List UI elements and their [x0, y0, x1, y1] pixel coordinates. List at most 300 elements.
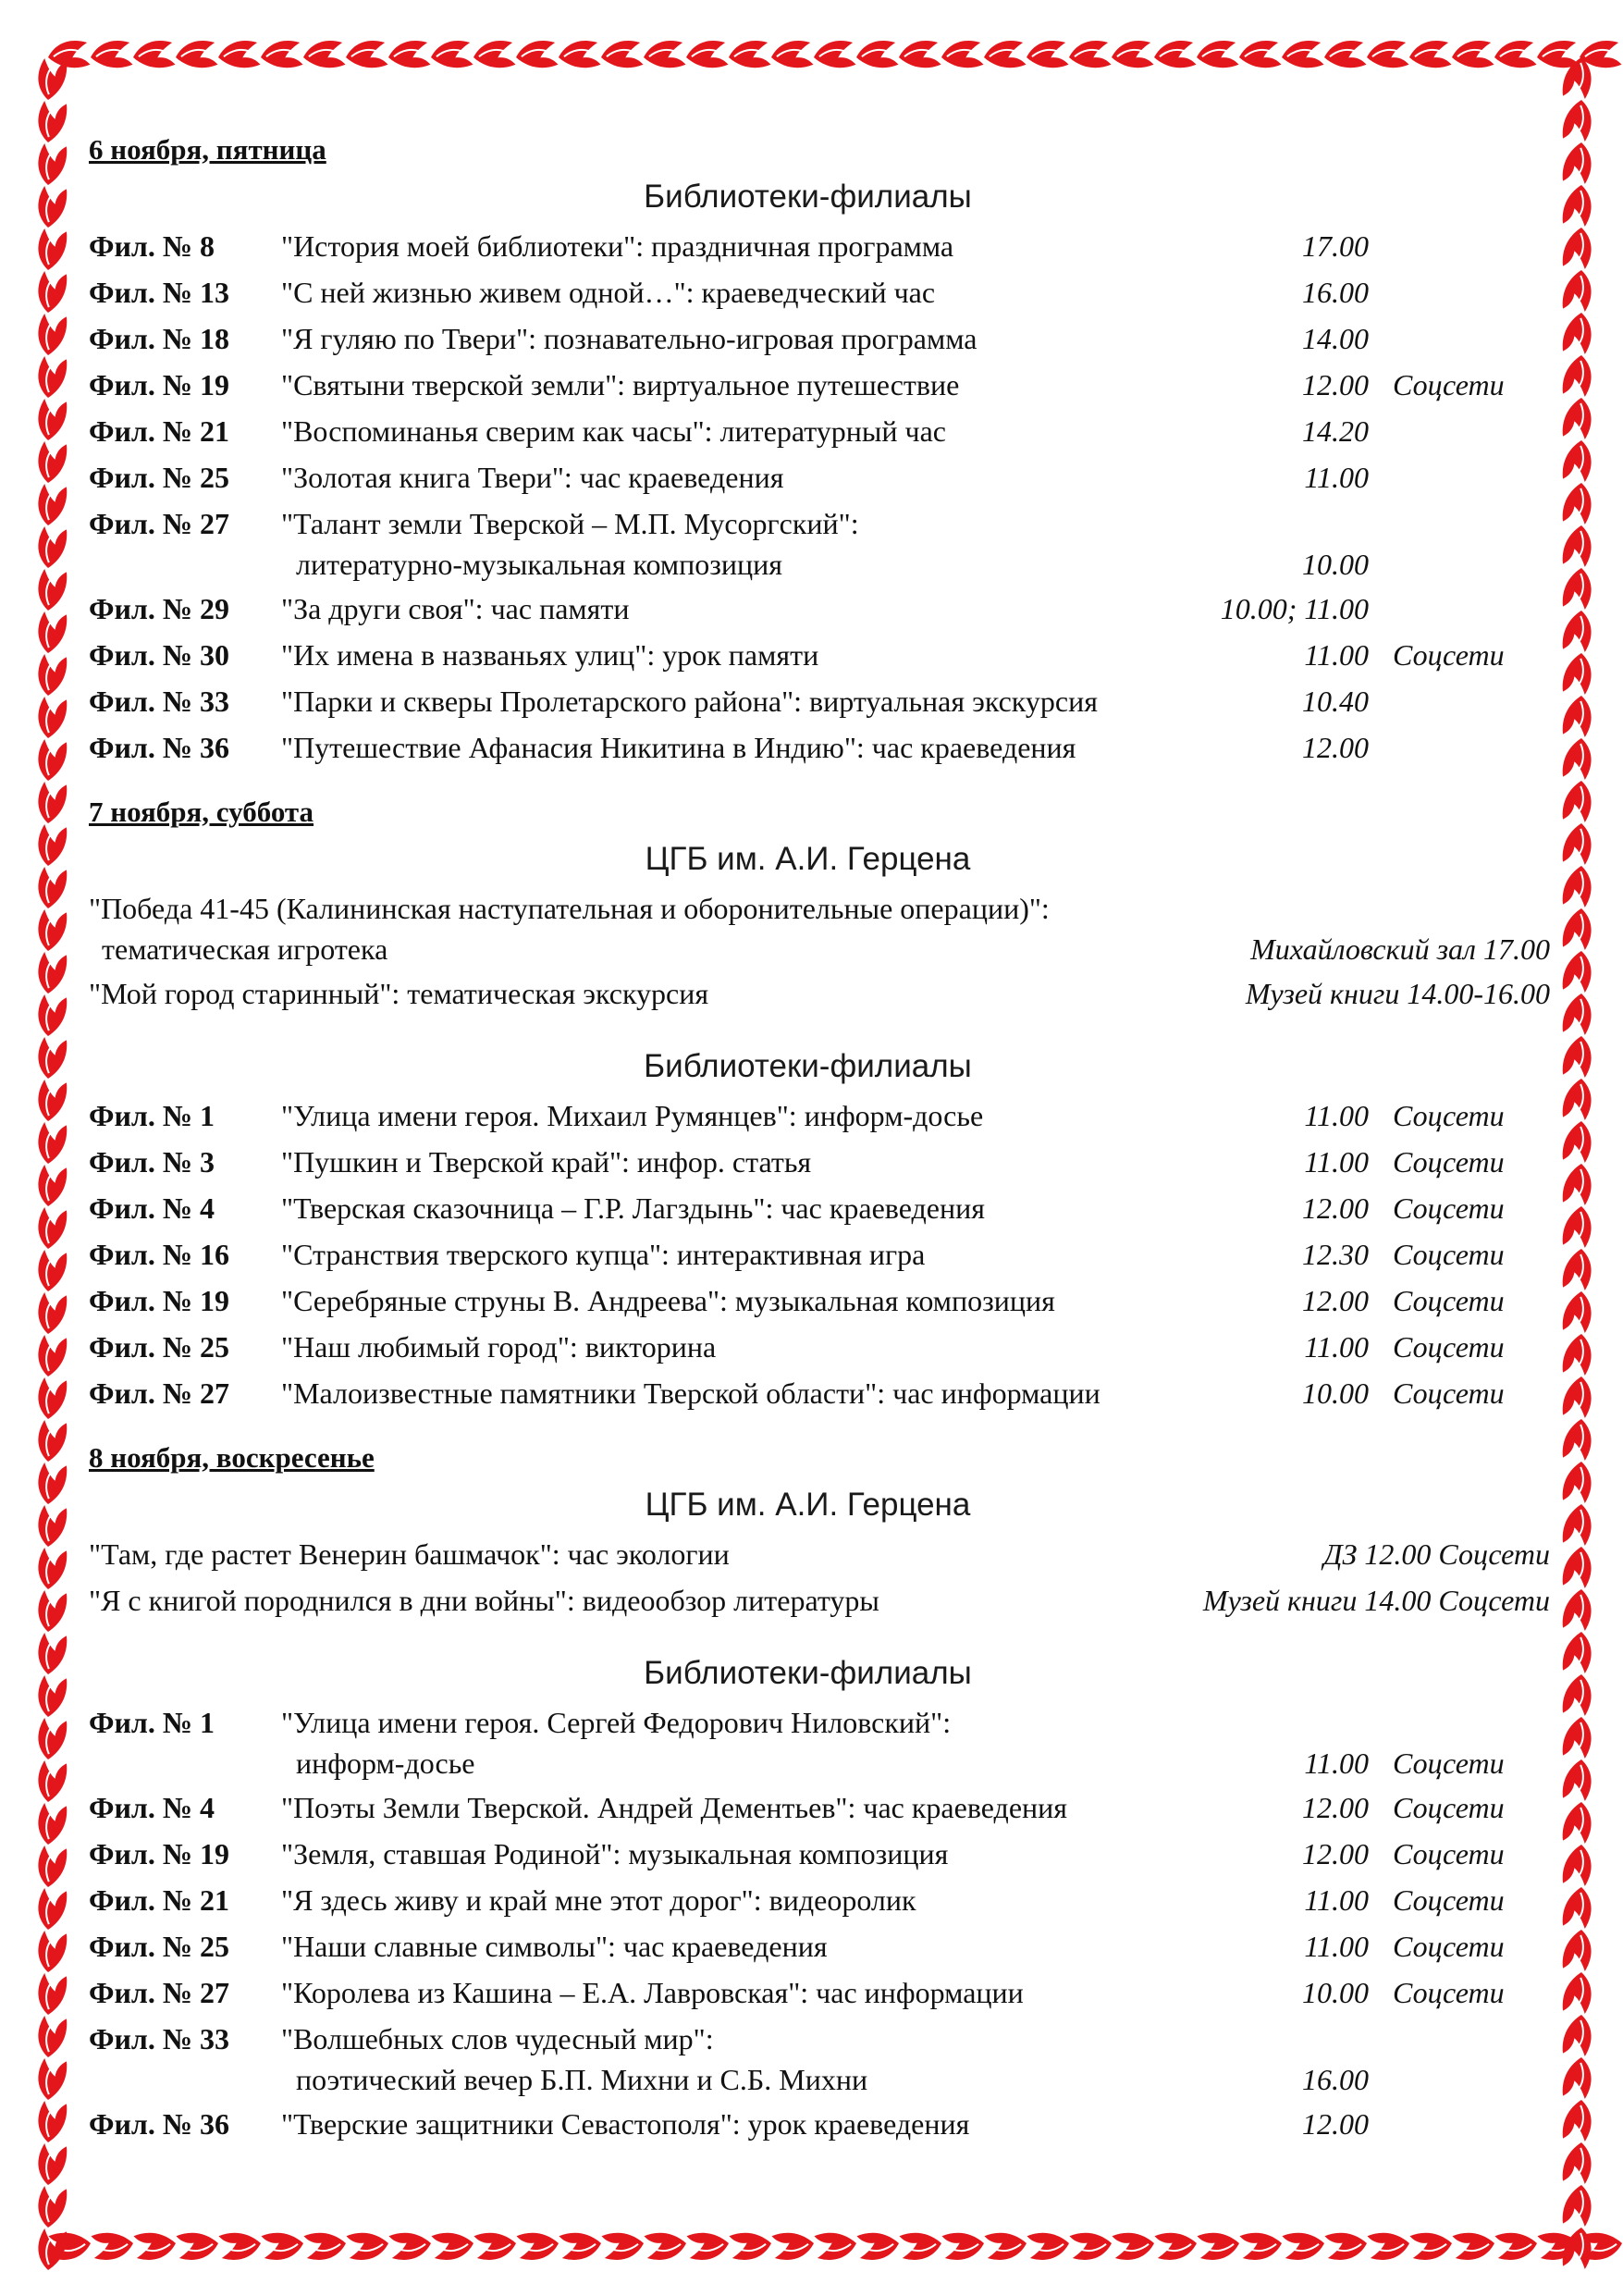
border-leaf-172 [35, 2142, 68, 2187]
border-leaf-35 [771, 2229, 816, 2262]
event-time: 12.00 [1302, 368, 1369, 401]
border-leaf-38 [855, 39, 899, 71]
border-leaf-14 [344, 39, 388, 71]
border-leaf-129 [1562, 1204, 1594, 1249]
event-title-line: "Путешествие Афанасия Никитина в Индию": час краеведения [281, 731, 1076, 764]
border-leaf-12 [301, 39, 346, 71]
border-leaf-84 [35, 270, 68, 315]
branch-code: Фил. № 30 [89, 638, 230, 672]
event-location-tag: Соцсети [1393, 638, 1505, 672]
event-title [281, 1926, 1280, 1967]
border-leaf-79 [1562, 141, 1594, 185]
border-leaf-160 [35, 1887, 68, 1932]
border-leaf-140 [35, 1462, 68, 1506]
event-location-tag: Соцсети [1393, 1376, 1505, 1410]
border-leaf-154 [35, 1759, 68, 1804]
border-leaf-119 [1562, 992, 1594, 1036]
event-title [281, 1188, 1280, 1228]
event-location-tag: Соцсети [1393, 1330, 1505, 1364]
border-leaf-88 [35, 355, 68, 400]
border-leaf-21 [473, 2229, 518, 2262]
border-leaf-97 [1562, 524, 1594, 568]
event-title [89, 1534, 1199, 1574]
border-leaf-78 [35, 142, 68, 187]
event-row [89, 2018, 1550, 2104]
border-leaf-74 [35, 57, 68, 102]
event-time: 17.00 [1302, 229, 1369, 263]
border-leaf-128 [35, 1206, 68, 1251]
day-header: 8 ноября, воскресенье [89, 1441, 375, 1474]
border-leaf-135 [1562, 1332, 1594, 1376]
event-time: 11.00 [1304, 461, 1369, 494]
border-leaf-51 [1112, 2229, 1156, 2262]
event-time: 10.00 [1302, 548, 1369, 581]
border-leaf-130 [35, 1249, 68, 1293]
border-leaf-52 [1152, 39, 1197, 71]
event-title [281, 1880, 1280, 1920]
border-leaf-17 [388, 2229, 433, 2262]
event-row [89, 364, 1550, 411]
branch-code: Фил. № 19 [89, 1284, 230, 1317]
event-row [89, 1580, 1550, 1626]
event-row [89, 318, 1550, 364]
border-leaf-163 [1562, 1928, 1594, 1972]
border-leaf-109 [1562, 779, 1594, 823]
border-leaf-57 [1239, 2229, 1284, 2262]
border-leaf-87 [1562, 311, 1594, 355]
border-leaf-145 [1562, 1545, 1594, 1589]
event-row [89, 973, 1550, 1019]
branch-code: Фил. № 36 [89, 2107, 230, 2141]
event-title [281, 1702, 1280, 1784]
border-leaf-166 [35, 2015, 68, 2059]
event-title-line: "Земля, ставшая Родиной": музыкальная композиция [281, 1837, 949, 1870]
border-leaf-122 [35, 1079, 68, 1123]
event-title [281, 1972, 1280, 2013]
event-row [89, 1280, 1550, 1327]
border-leaf-90 [35, 398, 68, 442]
event-title-line: "Волшебных слов чудесный мир": [281, 2022, 714, 2055]
border-leaf-50 [1110, 39, 1154, 71]
border-leaf-67 [1452, 2229, 1496, 2262]
border-leaf-25 [559, 2229, 603, 2262]
border-leaf-153 [1562, 1715, 1594, 1759]
event-title-line: "Серебряные струны В. Андреева": музыкальная композиция [281, 1284, 1055, 1317]
event-title-line: "Улица имени героя. Михаил Румянцев": информ-досье [281, 1099, 984, 1132]
border-leaf-68 [1493, 39, 1537, 71]
branch-code: Фил. № 33 [89, 2022, 230, 2055]
border-leaf-108 [35, 781, 68, 825]
event-row [89, 1702, 1550, 1787]
border-leaf-89 [1562, 353, 1594, 398]
event-place-time: ДЗ 12.00 Соцсети [1323, 1537, 1550, 1571]
border-leaf-44 [982, 39, 1027, 71]
border-leaf-165 [1562, 1970, 1594, 2015]
branch-code: Фил. № 27 [89, 1376, 230, 1410]
event-title [281, 1327, 1280, 1367]
border-leaf-176 [35, 2228, 68, 2272]
event-title-line: "Тверские защитники Севастополя": урок краеведения [281, 2107, 970, 2141]
event-row [89, 1373, 1550, 1419]
border-leaf-157 [1562, 1800, 1594, 1845]
border-leaf-13 [303, 2229, 348, 2262]
event-title-line: тематическая игротека [102, 932, 388, 966]
event-row [89, 588, 1550, 635]
event-title-line: "Там, где растет Венерин башмачок": час экологии [89, 1537, 730, 1571]
branch-code: Фил. № 1 [89, 1706, 215, 1739]
event-location-tag: Соцсети [1393, 1747, 1505, 1780]
event-time: 12.00 [1302, 1837, 1369, 1870]
branch-code: Фил. № 36 [89, 731, 230, 764]
border-leaf-43 [941, 2229, 986, 2262]
border-leaf-18 [429, 39, 473, 71]
event-time: 11.00 [1304, 638, 1369, 672]
border-leaf-98 [35, 568, 68, 612]
branch-code: Фил. № 27 [89, 1976, 230, 2009]
branch-code: Фил. № 25 [89, 461, 230, 494]
event-row [89, 1234, 1550, 1280]
event-title-line: "Улица имени героя. Сергей Федорович Ниловский": [281, 1706, 952, 1739]
border-leaf-22 [514, 39, 559, 71]
event-title-line: "Золотая книга Твери": час краеведения [281, 461, 784, 494]
branch-code: Фил. № 25 [89, 1930, 230, 1963]
border-leaf-49 [1069, 2229, 1113, 2262]
border-leaf-65 [1409, 2229, 1454, 2262]
border-leaf-54 [1195, 39, 1239, 71]
event-time: 11.00 [1304, 1330, 1369, 1364]
border-leaf-61 [1324, 2229, 1369, 2262]
border-leaf-27 [601, 2229, 646, 2262]
branch-code: Фил. № 19 [89, 368, 230, 401]
border-leaf-116 [35, 951, 68, 995]
section-title: ЦГБ им. А.И. Герцена [645, 841, 971, 877]
event-location-tag: Соцсети [1393, 368, 1505, 401]
event-time: 11.00 [1304, 1930, 1369, 1963]
border-leaf-136 [35, 1376, 68, 1421]
border-leaf-66 [1450, 39, 1494, 71]
border-leaf-168 [35, 2057, 68, 2102]
border-leaf-26 [599, 39, 644, 71]
event-row [89, 1095, 1550, 1142]
event-row [89, 1972, 1550, 2018]
event-time: 10.00 [1302, 1376, 1369, 1410]
branch-code: Фил. № 16 [89, 1238, 230, 1271]
border-leaf-150 [35, 1674, 68, 1719]
border-leaf-53 [1154, 2229, 1199, 2262]
border-leaf-147 [1562, 1587, 1594, 1632]
border-leaf-99 [1562, 566, 1594, 611]
border-leaf-164 [35, 1972, 68, 2017]
event-place-time: Музей книги 14.00-16.00 [1245, 977, 1550, 1010]
border-leaf-56 [1237, 39, 1282, 71]
event-time: 11.00 [1304, 1747, 1369, 1780]
event-title-line: "Странствия тверского купца": интерактивная игра [281, 1238, 926, 1271]
event-time: 11.00 [1304, 1883, 1369, 1917]
border-leaf-146 [35, 1589, 68, 1634]
branch-code: Фил. № 27 [89, 507, 230, 540]
event-row [89, 411, 1550, 457]
border-leaf-169 [1562, 2055, 1594, 2100]
border-leaf-161 [1562, 1885, 1594, 1930]
border-leaf-69 [1494, 2229, 1539, 2262]
border-leaf-121 [1562, 1034, 1594, 1079]
event-time: 16.00 [1302, 276, 1369, 309]
border-leaf-132 [35, 1291, 68, 1336]
event-row [89, 888, 1550, 973]
border-leaf-42 [940, 39, 984, 71]
border-leaf-131 [1562, 1247, 1594, 1291]
event-row [89, 1833, 1550, 1880]
border-leaf-143 [1562, 1502, 1594, 1547]
event-row [89, 1188, 1550, 1234]
border-leaf-139 [1562, 1417, 1594, 1462]
border-leaf-110 [35, 823, 68, 868]
event-title [281, 1234, 1280, 1275]
event-title-line: "Святыни тверской земли": виртуальное путешествие [281, 368, 960, 401]
event-title-line: "Я гуляю по Твери": познавательно-игровая программа [281, 322, 977, 355]
event-row [89, 2104, 1550, 2150]
border-leaf-9 [218, 2229, 263, 2262]
branch-code: Фил. № 29 [89, 592, 230, 625]
event-row [89, 457, 1550, 503]
border-leaf-8 [216, 39, 261, 71]
event-title [281, 681, 1280, 722]
event-title [89, 888, 1199, 969]
border-leaf-39 [856, 2229, 901, 2262]
border-leaf-173 [1562, 2141, 1594, 2185]
border-leaf-167 [1562, 2013, 1594, 2057]
border-leaf-7 [176, 2229, 220, 2262]
border-leaf-159 [1562, 1843, 1594, 1887]
border-leaf-175 [1562, 2183, 1594, 2228]
border-leaf-120 [35, 1036, 68, 1080]
event-title [281, 1373, 1280, 1413]
event-title [281, 2018, 1280, 2100]
branch-code: Фил. № 18 [89, 322, 230, 355]
border-leaf-113 [1562, 864, 1594, 908]
event-time: 14.20 [1302, 414, 1369, 448]
branch-code: Фил. № 13 [89, 276, 230, 309]
day-header: 6 ноября, пятница [89, 133, 326, 166]
border-leaf-92 [35, 440, 68, 485]
border-leaf-62 [1365, 39, 1409, 71]
border-leaf-148 [35, 1632, 68, 1676]
border-leaf-63 [1367, 2229, 1411, 2262]
branch-code: Фил. № 1 [89, 1099, 215, 1132]
border-leaf-126 [35, 1164, 68, 1208]
border-leaf-152 [35, 1717, 68, 1761]
event-title [281, 457, 1280, 498]
border-leaf-28 [642, 39, 686, 71]
border-leaf-95 [1562, 481, 1594, 525]
event-title-line: литературно-музыкальная композиция [296, 548, 782, 581]
event-title [281, 364, 1280, 405]
event-title [281, 318, 1280, 359]
border-leaf-115 [1562, 907, 1594, 951]
border-leaf-144 [35, 1547, 68, 1591]
branch-code: Фил. № 21 [89, 414, 230, 448]
event-title-line: информ-досье [296, 1747, 475, 1780]
event-time: 10.00 [1302, 1976, 1369, 2009]
event-title-line: "История моей библиотеки": праздничная программа [281, 229, 954, 263]
border-leaf-149 [1562, 1630, 1594, 1674]
event-title [89, 1580, 1199, 1621]
border-leaf-2 [89, 39, 133, 71]
event-location-tag: Соцсети [1393, 1099, 1505, 1132]
event-row [89, 1142, 1550, 1188]
border-leaf-155 [1562, 1758, 1594, 1802]
border-leaf-162 [35, 1930, 68, 1974]
border-leaf-29 [644, 2229, 688, 2262]
border-leaf-93 [1562, 438, 1594, 483]
branch-code: Фил. № 3 [89, 1145, 215, 1179]
branch-code: Фил. № 4 [89, 1191, 215, 1225]
event-location-tag: Соцсети [1393, 1930, 1505, 1963]
border-leaf-125 [1562, 1119, 1594, 1164]
day-header: 7 ноября, суббота [89, 796, 314, 828]
border-leaf-34 [769, 39, 814, 71]
event-time: 12.00 [1302, 731, 1369, 764]
border-leaf-138 [35, 1419, 68, 1463]
event-title [281, 1833, 1280, 1874]
border-leaf-177 [1562, 2226, 1594, 2270]
border-leaf-96 [35, 525, 68, 570]
border-leaf-48 [1067, 39, 1112, 71]
section-title: Библиотеки-филиалы [644, 1655, 972, 1691]
event-time: 12.00 [1302, 1284, 1369, 1317]
event-location-tag: Соцсети [1393, 1837, 1505, 1870]
event-title-line: поэтический вечер Б.П. Михни и С.Б. Михни [296, 2063, 868, 2096]
branch-code: Фил. № 25 [89, 1330, 230, 1364]
event-title [281, 1787, 1280, 1828]
branch-code: Фил. № 19 [89, 1837, 230, 1870]
border-leaf-64 [1408, 39, 1452, 71]
border-leaf-85 [1562, 268, 1594, 313]
border-leaf-11 [261, 2229, 305, 2262]
border-leaf-55 [1197, 2229, 1241, 2262]
border-leaf-46 [1025, 39, 1069, 71]
border-leaf-158 [35, 1845, 68, 1889]
border-leaf-170 [35, 2100, 68, 2144]
border-leaf-4 [131, 39, 176, 71]
border-leaf-77 [1562, 98, 1594, 142]
border-leaf-174 [35, 2185, 68, 2229]
event-title [281, 1095, 1280, 1136]
border-leaf-41 [899, 2229, 943, 2262]
event-title-line: "Наши славные символы": час краеведения [281, 1930, 828, 1963]
event-time: 16.00 [1302, 2063, 1369, 2096]
event-title-line: "Королева из Кашина – Е.А. Лавровская": час информации [281, 1976, 1024, 2009]
border-leaf-171 [1562, 2098, 1594, 2142]
border-leaf-127 [1562, 1162, 1594, 1206]
event-title-line: "С ней жизнью живем одной…": краеведческий час [281, 276, 936, 309]
border-leaf-103 [1562, 651, 1594, 696]
border-leaf-6 [174, 39, 218, 71]
event-title [281, 727, 1280, 768]
event-title-line: "Пушкин и Тверской край": инфор. статья [281, 1145, 812, 1179]
section-title: Библиотеки-филиалы [644, 179, 972, 215]
border-leaf-20 [472, 39, 516, 71]
border-leaf-118 [35, 994, 68, 1038]
border-leaf-3 [91, 2229, 135, 2262]
event-title [281, 1142, 1280, 1182]
border-leaf-45 [984, 2229, 1028, 2262]
border-leaf-47 [1027, 2229, 1071, 2262]
event-time: 10.00; 11.00 [1220, 592, 1369, 625]
border-leaf-58 [1280, 39, 1324, 71]
event-row [89, 226, 1550, 272]
branch-code: Фил. № 33 [89, 685, 230, 718]
border-leaf-101 [1562, 609, 1594, 653]
event-location-tag: Соцсети [1393, 1791, 1505, 1824]
branch-code: Фил. № 8 [89, 229, 215, 263]
event-row [89, 1327, 1550, 1373]
event-title-line: "Их имена в названьях улиц": урок памяти [281, 638, 819, 672]
event-time: 14.00 [1302, 322, 1369, 355]
border-leaf-33 [729, 2229, 773, 2262]
event-row [89, 503, 1550, 588]
border-leaf-142 [35, 1504, 68, 1549]
event-row [89, 1787, 1550, 1833]
event-title-line: "Тверская сказочница – Г.Р. Лагздынь": час краеведения [281, 1191, 985, 1225]
border-leaf-15 [346, 2229, 390, 2262]
event-time: 12.00 [1302, 2107, 1369, 2141]
border-leaf-86 [35, 313, 68, 357]
event-location-tag: Соцсети [1393, 1883, 1505, 1917]
event-time: 12.00 [1302, 1191, 1369, 1225]
border-leaf-31 [686, 2229, 731, 2262]
border-leaf-91 [1562, 396, 1594, 440]
border-leaf-82 [35, 228, 68, 272]
border-leaf-134 [35, 1334, 68, 1378]
border-leaf-76 [35, 100, 68, 144]
border-leaf-83 [1562, 226, 1594, 270]
event-title-line: "Победа 41-45 (Калининская наступательная и оборонительные операции)": [89, 892, 1050, 925]
border-leaf-80 [35, 185, 68, 229]
border-leaf-37 [814, 2229, 858, 2262]
event-title-line: "Малоизвестные памятники Тверской области": час информации [281, 1376, 1100, 1410]
event-location-tag: Соцсети [1393, 1191, 1505, 1225]
event-title-line: "Поэты Земли Тверской. Андрей Дементьев": час краеведения [281, 1791, 1067, 1824]
border-leaf-104 [35, 696, 68, 740]
branch-code: Фил. № 21 [89, 1883, 230, 1917]
event-title [281, 588, 1280, 629]
border-leaf-151 [1562, 1673, 1594, 1717]
border-leaf-19 [431, 2229, 475, 2262]
border-leaf-81 [1562, 183, 1594, 228]
border-leaf-105 [1562, 694, 1594, 738]
event-place-time: Михайловский зал 17.00 [1250, 932, 1550, 966]
event-row [89, 681, 1550, 727]
event-row [89, 272, 1550, 318]
border-leaf-124 [35, 1121, 68, 1166]
event-title-line: "Мой город старинный": тематическая экскурсия [89, 977, 709, 1010]
event-title-line: "Я с книгой породнился в дни войны": видеообзор литературы [89, 1584, 879, 1617]
border-leaf-123 [1562, 1077, 1594, 1121]
border-leaf-5 [133, 2229, 178, 2262]
border-leaf-137 [1562, 1375, 1594, 1419]
branch-code: Фил. № 4 [89, 1791, 215, 1824]
event-row [89, 635, 1550, 681]
border-leaf-24 [557, 39, 601, 71]
event-title-line: "Талант земли Тверской – М.П. Мусоргский": [281, 507, 859, 540]
border-leaf-114 [35, 908, 68, 953]
event-title [281, 1280, 1280, 1321]
event-place-time: Музей книги 14.00 Соцсети [1202, 1584, 1550, 1617]
event-time: 11.00 [1304, 1099, 1369, 1132]
section-title: Библиотеки-филиалы [644, 1048, 972, 1084]
event-location-tag: Соцсети [1393, 1976, 1505, 2009]
